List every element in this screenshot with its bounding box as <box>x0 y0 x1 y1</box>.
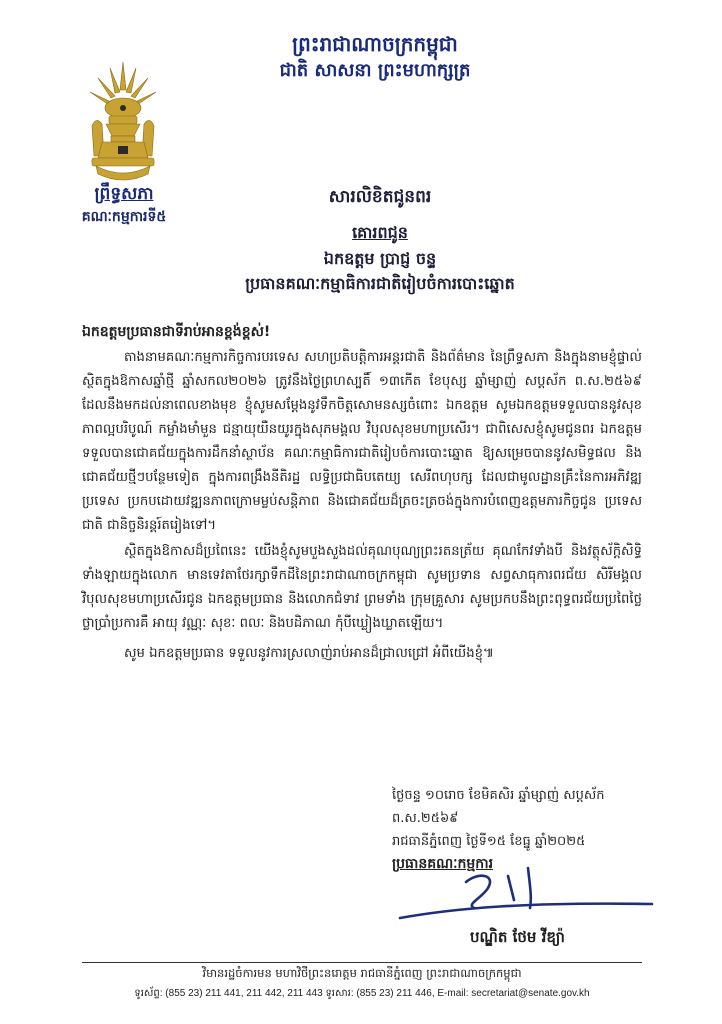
salutation: ឯកឧត្តមប្រធានជាទីរាប់អានខ្ពង់ខ្ពស់! <box>82 324 271 340</box>
signer-title: ប្រធានគណៈកម្មការ <box>392 856 494 872</box>
signer-name: បណ្ឌិត ថែម វីឌ្យ៉ា <box>470 928 565 946</box>
lunar-date: ថ្ងៃចន្ទ ១០រោច ខែមិគសិរ ឆ្នាំម្សាញ់ សប្តស័ក ព.ស.២៥៦៩ <box>392 788 605 826</box>
letter-body <box>82 346 642 668</box>
signature-image <box>396 858 656 928</box>
footer-address: វិមានរដ្ឋចំការមន មហាវិថីព្រះនរោត្តម រាជធានីភ្នំពេញ ព្រះរាជាណាចក្រកម្ពុជា <box>202 966 522 980</box>
committee-name: គណៈកម្មការទី៥ <box>81 209 167 225</box>
closing-line: សូម ឯកឧត្តមប្រធាន ទទួលនូវការស្រលាញ់រាប់អានដ៏ជ្រាលជ្រៅ អំពីយើងខ្ញុំ៕ <box>124 646 494 661</box>
solar-date: រាជធានីភ្នំពេញ ថ្ងៃទី១៥ ខែធ្នូ ឆ្នាំ២០២៥ <box>392 834 586 849</box>
recipient-name: ឯកឧត្តម ប្រាជ្ញ ចន្ទ <box>323 249 437 268</box>
respect-line: គោរពជូន <box>352 223 408 242</box>
kingdom-line1: ព្រះរាជាណាចក្រកម្ពុជា <box>292 32 458 56</box>
paragraph-2: ស្ថិតក្នុងឱកាសដ៏ប្រពៃនេះ យើងខ្ញុំសូមបួងសួងដល់គុណបុណ្យព្រះរតនត្រ័យ គុណកែវទាំងបី និងវត្ថុស័ក្តិសិទ្ធិទាំងឡាយក្នុងលោក មានទេវតាថែរក្សាទឹកដីនៃព្រះរាជាណាចក្រកម្ពុជា សូមប្រទាន សព្វសាធុការពរជ័យ សិរីមង្គល វិបុលសុខមហាប្រសើរជូន ឯកឧត្តមប្រធាន និងលោកជំទាវ ព្រមទាំង ក្រុមគ្រួសារ សូមប្រកបនឹងព្រះពុទ្ធពរជ័យប្រពៃថ្លៃថ្លាប្រាំប្រការគឺ អាយុ វណ្ណៈ សុខៈ ពលៈ និងបដិភាណ កុំបីឃ្លៀងឃ្លាតឡើយ។ <box>82 544 642 631</box>
kingdom-line2: ជាតិ សាសនា ព្រះមហាក្សត្រ <box>279 60 471 81</box>
title-block <box>140 184 620 296</box>
footer-contact: ទូរស័ព្ទ: (855 23) 211 441, 211 442, 211 443 ទូរសារ: (855 23) 211 446, E-mail: secretariat@senate.gov.kh <box>134 988 590 999</box>
document-type: សារលិខិតជូនពរ <box>328 187 432 207</box>
senate-name: ព្រឹទ្ធសភា <box>94 184 154 204</box>
kingdom-header <box>250 30 500 84</box>
paragraph-1: តាងនាមគណៈកម្មការកិច្ចការបរទេស សហប្រតិបត្តិការអន្តរជាតិ និងព័ត៌មាន នៃព្រឹទ្ធសភា និងក្នុងនាមខ្ញុំផ្ទាល់ ស្ថិតក្នុងឱកាសឆ្នាំថ្មី ឆ្នាំសកល២០២៦ ត្រូវនឹងថ្ងៃព្រហស្បតិ៍ ១៣កើត ខែបុស្ស ឆ្នាំម្សាញ់ សប្តស័ក ព.ស.២៥៦៩ ដែលនឹងមកដល់នាពេលខាងមុខ ខ្ញុំសូមសម្តែងនូវទឹកចិត្តសោមនស្សចំពោះ ឯកឧត្តម សូមឯកឧត្តមទទួលបាននូវសុខភាពល្អបរិបូណ៍ កម្លាំងមាំមួន ជន្មាយុយឺនយូរក្នុងសុភមង្គល វិបុលសុខមហាប្រសើរ។ ជាពិសេសខ្ញុំសូមជូនពរ ឯកឧត្តម ទទួលបានជោគជ័យក្នុងការដឹកនាំស្ថាប័ន គណៈកម្មាធិការជាតិរៀបចំការបោះឆ្នោត ឱ្យសម្រេចបាននូវសមិទ្ធផល និងជោគជ័យថ្មីៗបន្ថែមទៀត ក្នុងការពង្រឹងនីតិរដ្ឋ លទ្ធិប្រជាធិបតេយ្យ សេរីពហុបក្ស ដែលជាមូលដ្ឋានគ្រឹះនៃការអភិវឌ្ឍប្រទេស ប្រកបដោយវឌ្ឍនភាពក្រោមម្លប់សន្តិភាព និងជោគជ័យដ៏ត្រចះត្រចង់ក្នុងការបំពេញឧត្តមភារកិច្ចជូន ប្រទេសជាតិ ជានិច្ចនិរន្តរ៍តរៀងទៅ។ <box>82 350 642 533</box>
footer-divider <box>82 962 642 963</box>
senate-emblem-icon <box>82 60 164 190</box>
recipient-title: ប្រធានគណៈកម្មាធិការជាតិរៀបចំការបោះឆ្នោត <box>245 274 515 293</box>
